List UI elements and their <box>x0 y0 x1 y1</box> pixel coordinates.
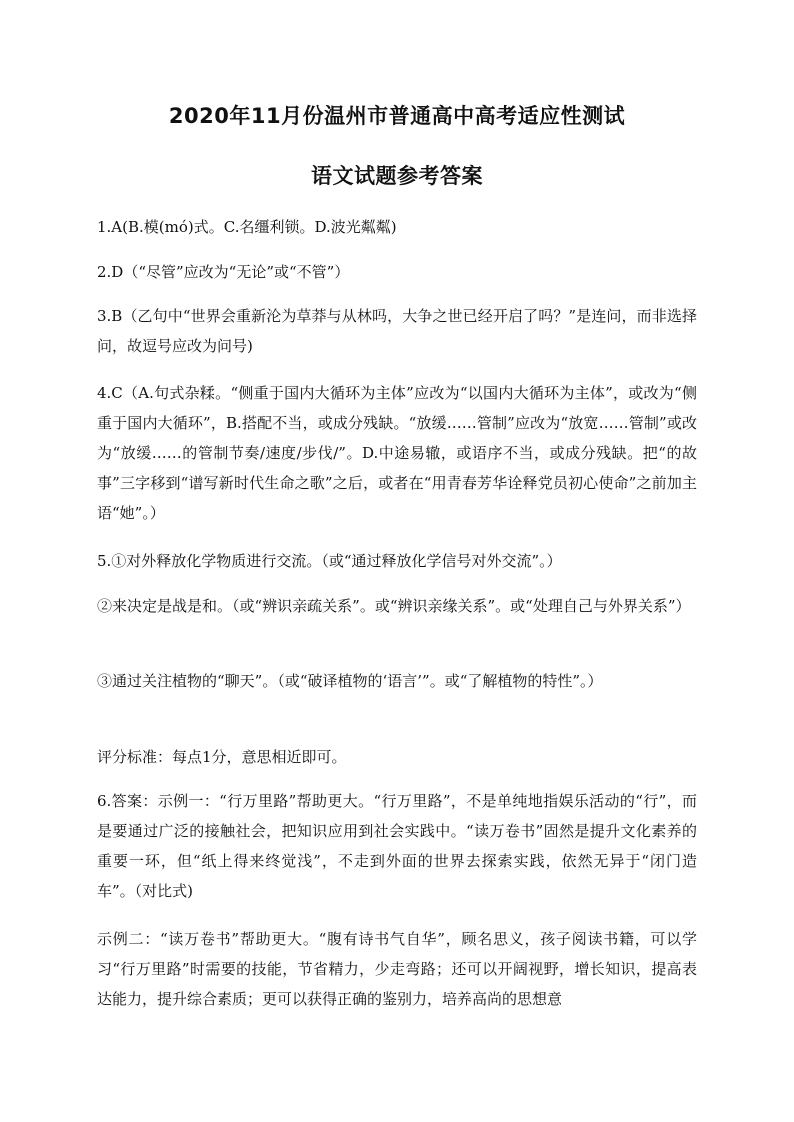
answer-4: 4.C（A.句式杂糅。“侧重于国内大循环为主体”应改为“以国内大循环为主体”，或改为“侧重于国内大循环”，B.搭配不当，或成分残缺。“放缓……管制”应改为“放宽……管制”或改为“放缓……的管制节奏/速度/步伐/”。D.中途易辙，或语序不当，或成分残缺。把“的故事”三字移到“谱写新时代生命之歌”之后，或者在“用青春芳华诠释党员初心使命”之前加主语“她”。） <box>97 384 697 522</box>
document-subtitle: 语文试题参考答案 <box>311 164 483 188</box>
answer-3: 3.B（乙句中“世界会重新沦为草莽与从林吗，大争之世已经开启了吗？”是连问，而非选择问，故逗号应改为问号) <box>97 307 697 355</box>
scoring-standard: 评分标准：每点1分，意思相近即可。 <box>97 748 347 766</box>
answer-6-example-2: 示例二：“读万卷书”帮助更大。“腹有诗书气自华”，顾名思义，孩子阅读书籍，可以学习“行万里路”时需要的技能，节省精力，少走弯路；还可以开阔视野，增长知识，提高表达能力，提升综合素质；更可以获得正确的鉴别力，培养高尚的思想意 <box>97 930 697 1008</box>
answer-2: 2.D（“尽管”应改为“无论”或“不管”） <box>97 263 350 281</box>
answer-1: 1.A(B.模(mó)式。C.名缰利锁。D.波光粼粼) <box>97 218 397 236</box>
answer-5-point-1: 5.①对外释放化学物质进行交流。（或“通过释放化学信号对外交流”。） <box>97 552 562 570</box>
document-title: 2020年11月份温州市普通高中高考适应性测试 <box>168 104 626 128</box>
answer-5-point-3: ③通过关注植物的“聊天”。（或“破译植物的‘语言’”。或“了解植物的特性”。） <box>97 672 603 690</box>
answer-5-point-2: ②来决定是战是和。（或“辨识亲疏关系”。或“辨识亲缘关系”。或“处理自己与外界关系”） <box>97 597 691 615</box>
answer-6-example-1: 6.答案：示例一：“行万里路”帮助更大。“行万里路”，不是单纯地指娱乐活动的“行”，而是要通过广泛的接触社会，把知识应用到社会实践中。“读万卷书”固然是提升文化素养的重要一环，但“纸上得来终觉浅”，不走到外面的世界去探索实践，依然无异于“闭门造车”。（对比式) <box>97 792 697 900</box>
